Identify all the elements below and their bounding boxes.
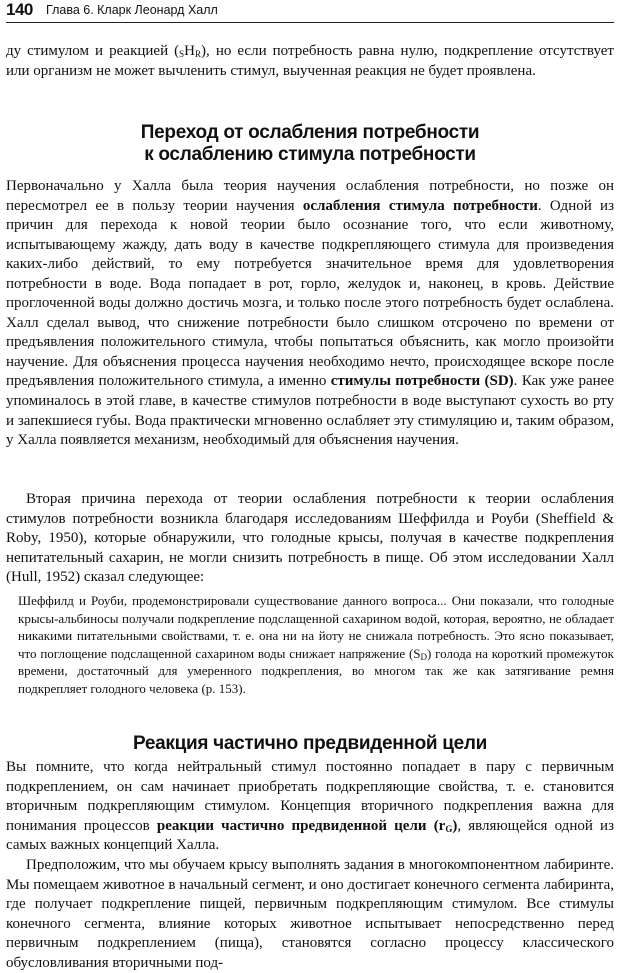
- section-heading-drive-stimulus: Переход от ослабления потребности к ослаблению стимула потребности: [140, 122, 480, 165]
- paragraph-maze-example: Предположим, что мы обучаем крысу выполнять задания в многокомпонентном лабиринте. Мы помещаем животное в начальный сегмент, и оно достигает конечного сегмента лабиринта, где получает подкрепление пищей, первичным подкрепляющим стимулом. Все стимулы конечного сегмента, влияние которых животное испытывает непосредственно перед первичным подкреплением (пища), становятся согласно процессу классического обусловливания вторичными под-: [6, 857, 614, 971]
- running-head: [6, 0, 614, 23]
- paragraph-sheffield-roby: Вторая причина перехода от теории ослабления потребности к теории ослабления стимулов потребности возникла благодаря исследованиям Шеффилда и Роуби (Sheffield & Roby, 1950), которые обнаружили, что голодные крысы, получая в качестве подкрепления непитательный сахарин, не могли снизить потребность в пище. Об этом исследовании Халл (Hull, 1952) сказал следующее:: [6, 491, 614, 586]
- paragraph-secondary-reinforcement: Вы помните, что когда нейтральный стимул постоянно попадает в пару с первичным подкреплением, он сам начинает приобретать подкрепляющие свойства, т. е. становится вторичным подкрепляющим стимулом. Концепция вторичного подкрепления важна для понимания процессов реакции частично предвиденной цели $(r_G)$, являющейся одной из самых важных концепций Халла.: [6, 759, 614, 854]
- paragraph-continuation: ду стимулом и реакцией $(_SH_R)$, но если потребность равна нулю, подкрепление отсутствует или организм не может вычленить стимул, выученная реакция не будет проявлена.: [6, 43, 614, 79]
- paragraph-drive-stimulus-reduction: Первоначально у Халла была теория научения ослабления потребности, но позже он пересмотрел ее в пользу теории научения ослабления стимула потребности. Одной из причин для перехода к новой теории было осознание того, что если животному, испытывающему жажду, дать воду в качестве подкрепляющего стимула для произведения каких-либо действий, то ему потребуется значительное время для удовлетворения потребности в воде. Вода попадает в рот, горло, желудок и, наконец, в кровь. Действие проглоченной воды должно достичь мозга, и только после этого потребность будет ослаблена. Халл сделал вывод, что снижение потребности было слишком отсрочено по времени от предъявления положительного стимула, чтобы попытаться объяснить, как могло произойти научение. Для объяснения процесса научения необходимо нечто, происходящее вскоре после предъявления положительного стимула, а именно стимулы потребности (SD). Как уже ранее упоминалось в этой главе, в качестве стимулов потребности в воде выступают сухость во рту и запекшиеся губы. Вода практически мгновенно ослабляет эту стимуляцию и, таким образом, у Халла появляется механизм, необходимый для объяснения научения.: [6, 178, 614, 449]
- block-quote-hull: Шеффилд и Роуби, продемонстрировали существование данного вопроса... Они показали, что голодные крысы-альбиносы получали подкрепление подслащенной сахарином водой, которая, вероятно, не обладает никакими питательными свойствами, т. е. она ни на йоту не снижала потребность. Это ясно показывает, что поглощение подслащенной сахарином воды снижает напряжение $(S_D)$ голода на короткий промежуток времени, достаточный для умеренного подкрепления, во многом так же как затягивание ремня подкрепляет голодного человека (р. 153).: [18, 593, 614, 696]
- page-number: 140: [6, 0, 33, 19]
- chapter-title: Глава 6. Кларк Леонард Халл: [46, 3, 218, 17]
- section-heading-fractional-goal: Реакция частично предвиденной цели: [132, 733, 488, 754]
